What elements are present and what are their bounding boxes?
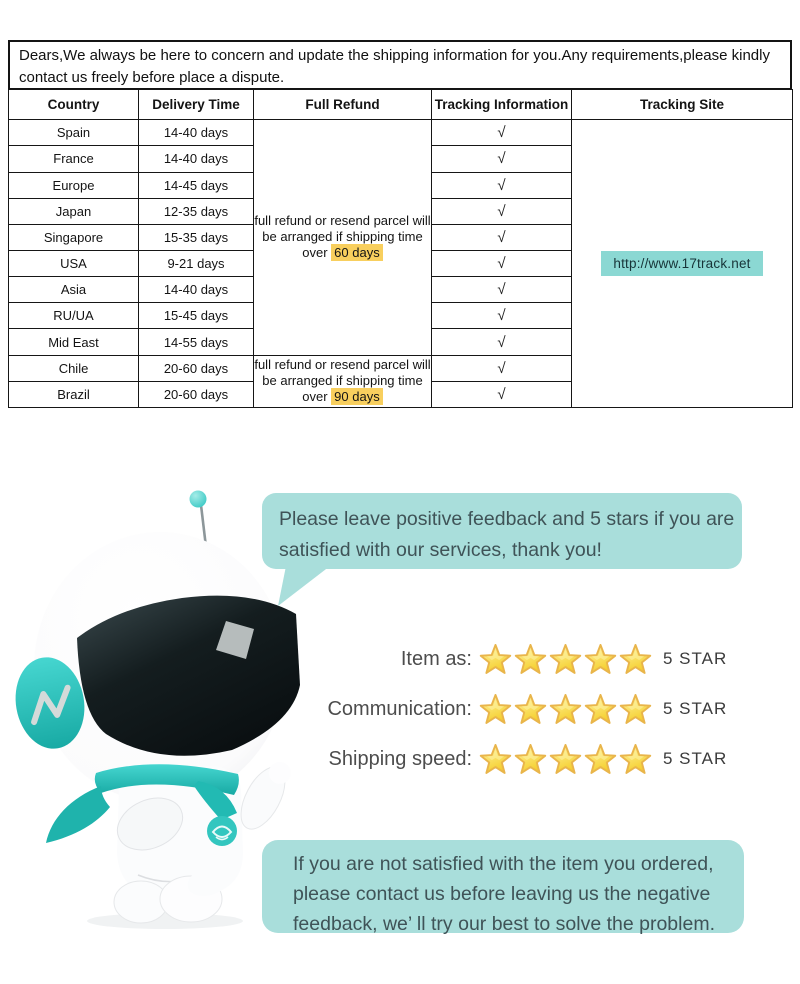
table-header-row	[9, 90, 793, 120]
star-icon	[584, 643, 617, 675]
cell-delivery: 15-35 days	[139, 224, 254, 250]
feedback-request-bubble	[262, 493, 742, 569]
shipping-table	[8, 89, 793, 408]
cell-country: France	[9, 146, 139, 172]
five-star-text: 5 STAR	[663, 699, 728, 718]
star-icon	[584, 743, 617, 775]
rating-label: Communication:	[327, 697, 472, 720]
cell-delivery: 20-60 days	[139, 381, 254, 407]
cell-country: Spain	[9, 120, 139, 146]
rating-row-shipping-speed	[80, 741, 740, 777]
rating-row-communication	[80, 691, 740, 727]
cell-country: Mid East	[9, 329, 139, 355]
header-tracking-information: Tracking Information	[432, 90, 572, 120]
cell-tracked	[432, 250, 572, 276]
highlight-60-days: 60 days	[331, 244, 383, 261]
cell-tracked	[432, 355, 572, 381]
star-icon	[549, 743, 582, 775]
cell-tracked	[432, 303, 572, 329]
checkmark: √	[497, 255, 506, 273]
cell-full-refund-90: full refund or resend parcel will be arranged if shipping time over 90 days	[254, 355, 432, 407]
notice-line-1: Dears,We always be here to concern and update the shipping information for you.Any requirements,please kindly	[19, 47, 770, 64]
cell-delivery: 14-40 days	[139, 277, 254, 303]
header-full-refund: Full Refund	[254, 90, 432, 120]
cell-country: Europe	[9, 172, 139, 198]
checkmark: √	[497, 359, 506, 377]
cell-country: Japan	[9, 198, 139, 224]
cell-country: USA	[9, 250, 139, 276]
cell-country: RU/UA	[9, 303, 139, 329]
rating-label: Shipping speed:	[328, 747, 472, 770]
cell-country: Brazil	[9, 381, 139, 407]
highlight-90-days: 90 days	[331, 388, 383, 405]
star-icon	[619, 743, 652, 775]
rating-row-item-as	[80, 641, 740, 677]
cell-delivery: 20-60 days	[139, 355, 254, 381]
bubble-bottom-line-3: feedback, we’ ll try our best to solve the problem.	[293, 913, 715, 935]
bubble-bottom-line-2: please contact us before leaving us the negative	[293, 883, 711, 905]
star-group	[478, 643, 653, 675]
five-star-text: 5 STAR	[663, 649, 728, 668]
star-icon	[619, 693, 652, 725]
bubble-bottom-line-1: If you are not satisfied with the item you ordered,	[293, 853, 714, 875]
shipping-notice	[8, 40, 792, 90]
star-group	[478, 743, 653, 775]
header-delivery-time: Delivery Time	[139, 90, 254, 120]
cell-delivery: 14-45 days	[139, 172, 254, 198]
tracking-site-link[interactable]: http://www.17track.net	[601, 251, 762, 276]
star-icon	[549, 693, 582, 725]
rating-section	[80, 641, 740, 791]
cell-tracked	[432, 198, 572, 224]
bubble-top-line-1: Please leave positive feedback and 5 stars if you are	[279, 508, 735, 530]
robot-chest-logo	[207, 816, 237, 846]
cell-country: Singapore	[9, 224, 139, 250]
dispute-warning-bubble	[262, 840, 744, 933]
cell-delivery: 9-21 days	[139, 250, 254, 276]
cell-country: Asia	[9, 277, 139, 303]
cell-tracked	[432, 381, 572, 407]
cell-country: Chile	[9, 355, 139, 381]
cell-tracked	[432, 277, 572, 303]
cell-delivery: 15-45 days	[139, 303, 254, 329]
star-icon	[549, 643, 582, 675]
rating-label: Item as:	[400, 647, 472, 670]
checkmark: √	[497, 281, 506, 299]
header-country: Country	[9, 90, 139, 120]
star-icon	[479, 693, 512, 725]
cell-tracked	[432, 120, 572, 146]
star-icon	[584, 693, 617, 725]
bubble-top-line-2: satisfied with our services, thank you!	[279, 539, 602, 561]
notice-line-2: contact us freely before place a dispute.	[19, 69, 285, 86]
checkmark: √	[497, 307, 506, 325]
cell-delivery: 12-35 days	[139, 198, 254, 224]
star-icon	[514, 743, 547, 775]
checkmark: √	[497, 202, 506, 220]
checkmark: √	[497, 385, 506, 403]
star-group	[478, 693, 653, 725]
cell-delivery: 14-40 days	[139, 146, 254, 172]
table-row	[9, 120, 793, 146]
cell-tracked	[432, 146, 572, 172]
checkmark: √	[497, 124, 506, 142]
star-icon	[514, 643, 547, 675]
cell-delivery: 14-55 days	[139, 329, 254, 355]
cell-tracked	[432, 329, 572, 355]
five-star-text: 5 STAR	[663, 749, 728, 768]
cell-tracking-site	[572, 120, 793, 408]
star-icon	[619, 643, 652, 675]
checkmark: √	[497, 228, 506, 246]
checkmark: √	[497, 333, 506, 351]
header-tracking-site: Tracking Site	[572, 90, 793, 120]
bubble-tail	[272, 566, 334, 608]
star-icon	[514, 693, 547, 725]
cell-tracked	[432, 224, 572, 250]
cell-delivery: 14-40 days	[139, 120, 254, 146]
cell-full-refund-60: full refund or resend parcel will be arranged if shipping time over 60 days	[254, 120, 432, 355]
checkmark: √	[497, 176, 506, 194]
cell-tracked	[432, 172, 572, 198]
star-icon	[479, 643, 512, 675]
checkmark: √	[497, 150, 506, 168]
star-icon	[479, 743, 512, 775]
